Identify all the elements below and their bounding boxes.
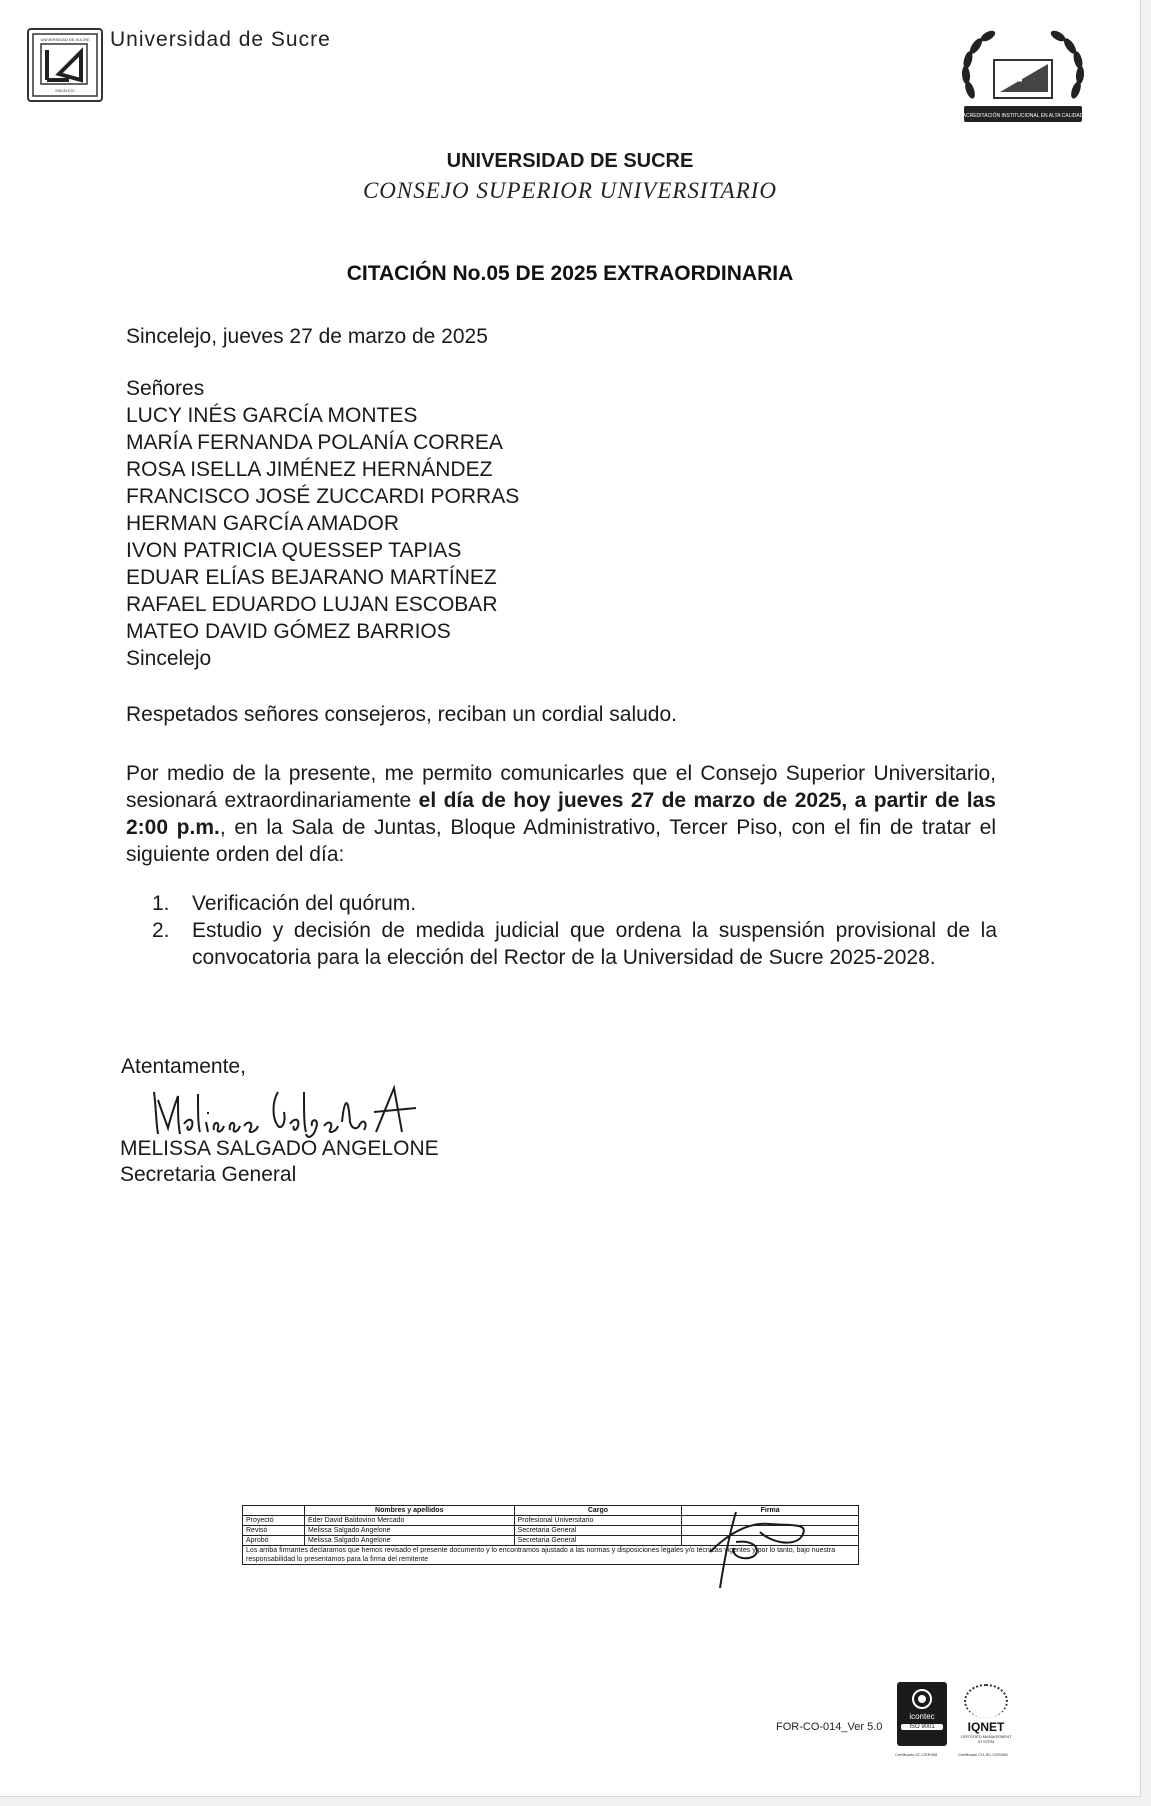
recipient-name: HERMAN GARCÍA AMADOR bbox=[126, 512, 400, 535]
recipient-name: FRANCISCO JOSÉ ZUCCARDI PORRAS bbox=[126, 485, 520, 508]
icontec-label: icontec bbox=[909, 1712, 935, 1721]
form-code: FOR-CO-014_Ver 5.0 bbox=[776, 1721, 883, 1733]
review-role: Aprobó bbox=[243, 1536, 305, 1546]
recipient-city: Sincelejo bbox=[126, 647, 212, 670]
icontec-registration: Certificado SC-CER498 bbox=[895, 1752, 938, 1757]
closing: Atentamente, bbox=[121, 1055, 246, 1078]
body-paragraph bbox=[126, 760, 996, 868]
greeting: Respetados señores consejeros, reciban un cordial saludo. bbox=[126, 703, 677, 726]
recipient-name: MARÍA FERNANDA POLANÍA CORREA bbox=[126, 431, 503, 454]
recipient-name: ROSA ISELLA JIMÉNEZ HERNÁNDEZ bbox=[126, 458, 493, 481]
agenda-item-number: 2. bbox=[152, 919, 170, 942]
accreditation-seal bbox=[952, 20, 1094, 140]
icontec-certification bbox=[897, 1682, 947, 1746]
review-name: Eder David Baldovino Mercado bbox=[304, 1516, 514, 1526]
agenda-item-text: Verificación del quórum. bbox=[192, 892, 417, 915]
seal-text: ACREDITACIÓN INSTITUCIONAL EN ALTA CALIDAD bbox=[962, 113, 1084, 119]
laurel-seal-icon bbox=[952, 20, 1094, 140]
review-header-role bbox=[243, 1506, 305, 1516]
handwritten-signature bbox=[148, 1082, 448, 1142]
council-title: CONSEJO SUPERIOR UNIVERSITARIO bbox=[362, 178, 778, 203]
agenda-item-number: 1. bbox=[152, 892, 170, 915]
logo-badge-text: UNIVERSIDAD DE SUCRE bbox=[40, 37, 90, 42]
agenda-item bbox=[152, 917, 997, 971]
recipient-name: LUCY INÉS GARCÍA MONTES bbox=[126, 404, 418, 427]
agenda-item bbox=[152, 890, 997, 917]
signer-block bbox=[120, 1136, 439, 1188]
review-header-signature: Firma bbox=[682, 1506, 859, 1516]
review-position: Profesional Universitario bbox=[514, 1516, 682, 1526]
iqnet-certification bbox=[955, 1684, 1017, 1748]
agenda-list bbox=[152, 890, 997, 971]
citation-title: CITACIÓN No.05 DE 2025 EXTRAORDINARIA bbox=[346, 262, 794, 285]
recipient-name: RAFAEL EDUARDO LUJAN ESCOBAR bbox=[126, 593, 498, 616]
review-role: Revisó bbox=[243, 1526, 305, 1536]
recipient-name: MATEO DAVID GÓMEZ BARRIOS bbox=[126, 620, 451, 643]
iqnet-label: IQNET bbox=[967, 1720, 1005, 1734]
institution-title: UNIVERSIDAD DE SUCRE bbox=[446, 150, 694, 172]
body-text-bold: el día de hoy jueves 27 de marzo de 2025, a partir de las 2:00 p.m. bbox=[126, 789, 996, 839]
review-name: Melissa Salgado Angelone bbox=[304, 1526, 514, 1536]
signer-name: MELISSA SALGADO ANGELONE bbox=[120, 1137, 439, 1160]
recipients-block bbox=[126, 375, 519, 672]
review-position: Secretaria General bbox=[514, 1526, 682, 1536]
review-header-position: Cargo bbox=[514, 1506, 682, 1516]
iso-standard-label: ISO 9001 bbox=[901, 1724, 943, 1730]
review-header-name: Nombres y apellidos bbox=[304, 1506, 514, 1516]
body-text-part2: , en la Sala de Juntas, Bloque Administrativo, Tercer Piso, con el fin de tratar el siguiente orden del día: bbox=[126, 816, 996, 866]
review-name: Melissa Salgado Angelone bbox=[304, 1536, 514, 1546]
agenda-item-text: Estudio y decisión de medida judicial que ordena la suspensión provisional de la convocatoria para la elección del Rector de la Universidad de Sucre 2025-2028. bbox=[192, 919, 997, 969]
review-signature bbox=[690, 1502, 830, 1594]
signer-title: Secretaria General bbox=[120, 1163, 297, 1186]
university-logo bbox=[27, 28, 103, 102]
salutation: Señores bbox=[126, 377, 205, 400]
iqnet-sub-label: CERTIFIED MANAGEMENT SYSTEM bbox=[960, 1734, 1012, 1744]
iqnet-ring-icon bbox=[964, 1684, 1008, 1718]
university-logo-icon bbox=[29, 30, 101, 100]
signature-icon bbox=[148, 1082, 448, 1142]
review-position: Secretaria General bbox=[514, 1536, 682, 1546]
recipient-name: IVON PATRICIA QUESSEP TAPIAS bbox=[126, 539, 462, 562]
recipient-name: EDUAR ELÍAS BEJARANO MARTÍNEZ bbox=[126, 566, 497, 589]
logo-badge-bottom-text: SINCELEJO bbox=[55, 89, 75, 93]
iqnet-registration: Certificado CO-SC-CER498 bbox=[958, 1752, 1008, 1757]
review-role: Proyectó bbox=[243, 1516, 305, 1526]
body-text-part1: Por medio de la presente, me permito comunicarles que el Consejo Superior Universitario, sesionará extraordinariamente bbox=[126, 762, 996, 812]
review-disclaimer: Los arriba firmantes declaramos que hemos revisado el presente documento y lo encontramos ajustado a las normas y disposiciones legales y/o técnicas vigentes y por lo tanto, bajo nuestra responsabilidad lo presentamos para la firma del remitente bbox=[243, 1546, 859, 1565]
logo-wordmark: Universidad de Sucre bbox=[110, 28, 331, 51]
review-signature-icon bbox=[690, 1502, 830, 1594]
icontec-logo-icon bbox=[911, 1688, 933, 1710]
date-line: Sincelejo, jueves 27 de marzo de 2025 bbox=[126, 325, 488, 348]
